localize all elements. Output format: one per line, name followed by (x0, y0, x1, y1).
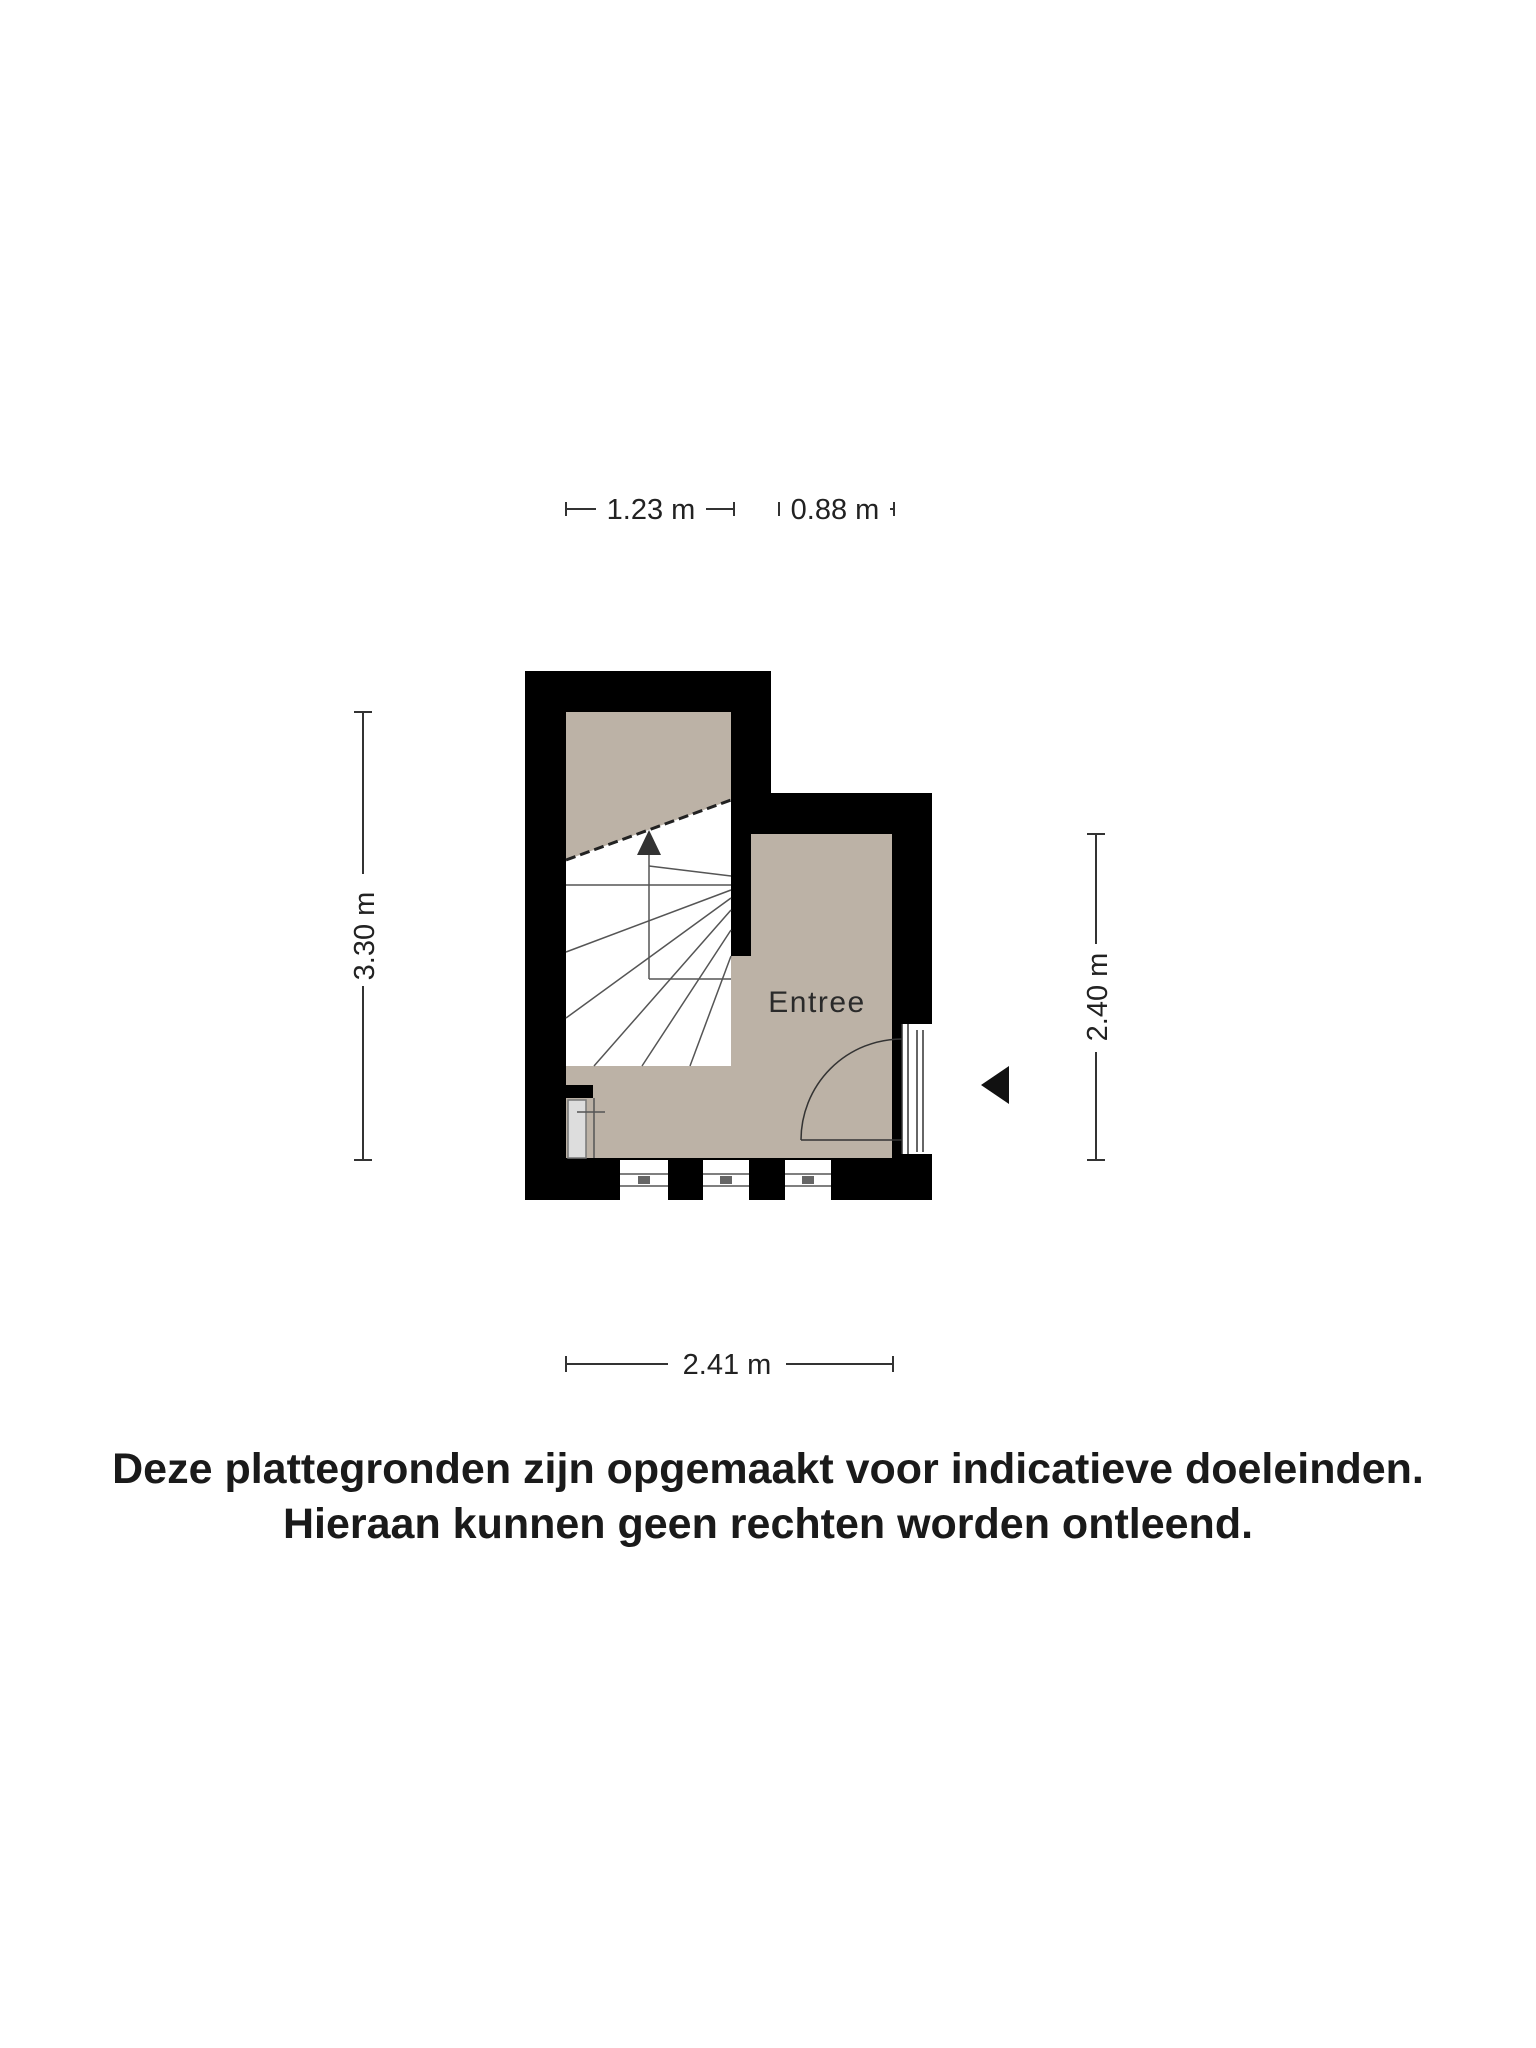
meter-cabinet (568, 1100, 586, 1158)
disclaimer (0, 1442, 1536, 1552)
dimension-bottom-label: 2.41 m (682, 1349, 772, 1381)
wall-notch (566, 1085, 593, 1098)
dimension-left-label: 3.30 m (349, 891, 381, 981)
disclaimer-line-2: Hieraan kunnen geen rechten worden ontleend. (282, 1500, 1254, 1548)
dimension-right-label: 2.40 m (1082, 952, 1114, 1042)
entrance-arrow-icon (981, 1066, 1009, 1104)
inner-wall-top (751, 793, 892, 834)
disclaimer-line-1: Deze plattegronden zijn opgemaakt voor indicatieve doeleinden. (112, 1445, 1424, 1493)
room-label-entree: Entree (768, 986, 866, 1019)
dimension-top-right-label: 0.88 m (790, 494, 880, 526)
bottom-windows (620, 1160, 831, 1200)
dimension-top-left-label: 1.23 m (606, 494, 696, 526)
inner-wall-stub (731, 793, 751, 956)
